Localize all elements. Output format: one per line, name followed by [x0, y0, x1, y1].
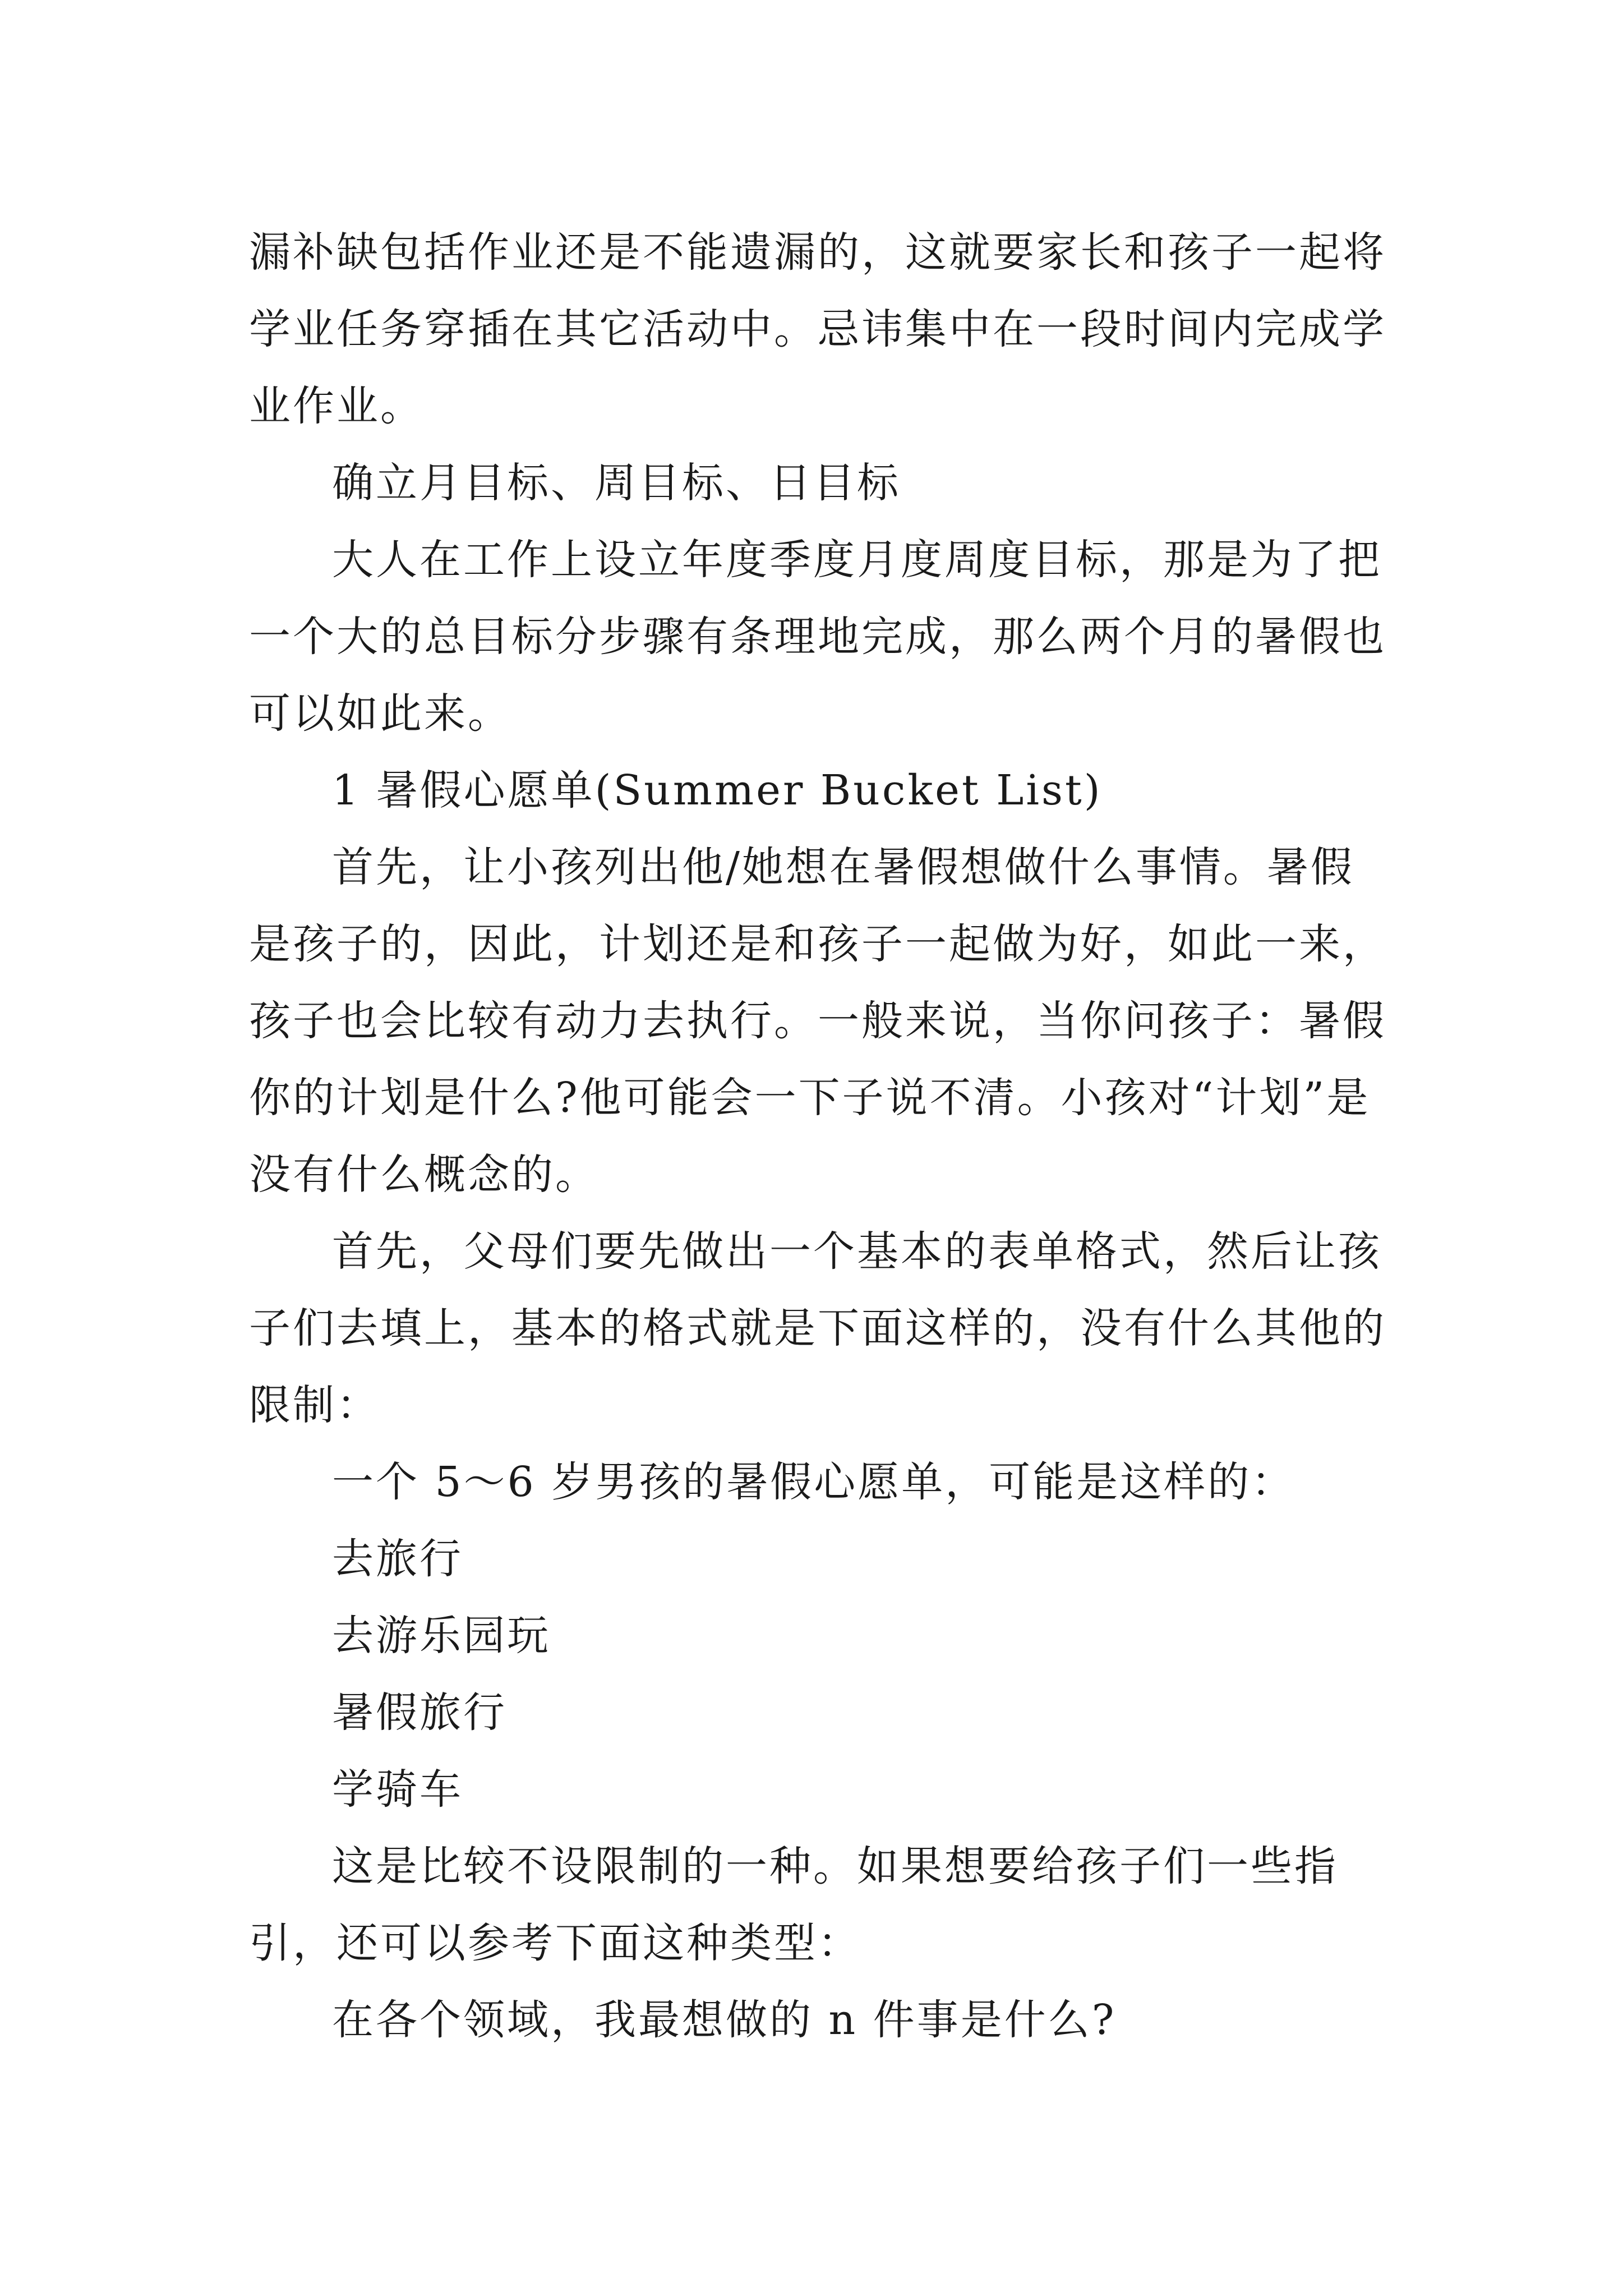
paragraph-form-format: 首先，父母们要先做出一个基本的表单格式，然后让孩子们去填上，基本的格式就是下面这样的，没有什么其他的限制：	[249, 1227, 1386, 1429]
paragraph-question: 在各个领域，我最想做的 n 件事是什么?	[332, 1996, 1117, 2044]
section-heading-bucket-list: 1 暑假心愿单(Summer Bucket List)	[332, 766, 1103, 815]
list-item: 去游乐园玩	[332, 1612, 551, 1660]
paragraph-continuation: 漏补缺包括作业还是不能遗漏的，这就要家长和孩子一起将学业任务穿插在其它活动中。忌讳集中在一段时间内完成学业作业。	[249, 228, 1386, 430]
paragraph-bucket-list-intro: 首先，让小孩列出他/她想在暑假想做什么事情。暑假是孩子的，因此，计划还是和孩子一起做为好，如此一来，孩子也会比较有动力去执行。一般来说，当你问孩子：暑假你的计划是什么?他可能会一下子说不清。小孩对“计划”是没有什么概念的。	[249, 843, 1386, 1199]
list-item: 去旅行	[332, 1535, 463, 1583]
paragraph-goals: 大人在工作上设立年度季度月度周度目标，那是为了把一个大的总目标分步骤有条理地完成，那么两个月的暑假也可以如此来。	[249, 536, 1386, 738]
paragraph-guidance: 这是比较不设限制的一种。如果想要给孩子们一些指引，还可以参考下面这种类型：	[249, 1842, 1338, 1967]
list-item: 学骑车	[332, 1765, 463, 1814]
list-item: 暑假旅行	[332, 1688, 507, 1737]
paragraph-example-intro: 一个 5～6 岁男孩的暑假心愿单，可能是这样的：	[332, 1458, 1295, 1506]
document-body	[249, 214, 1387, 2059]
section-heading-goals: 确立月目标、周目标、日目标	[332, 459, 901, 507]
